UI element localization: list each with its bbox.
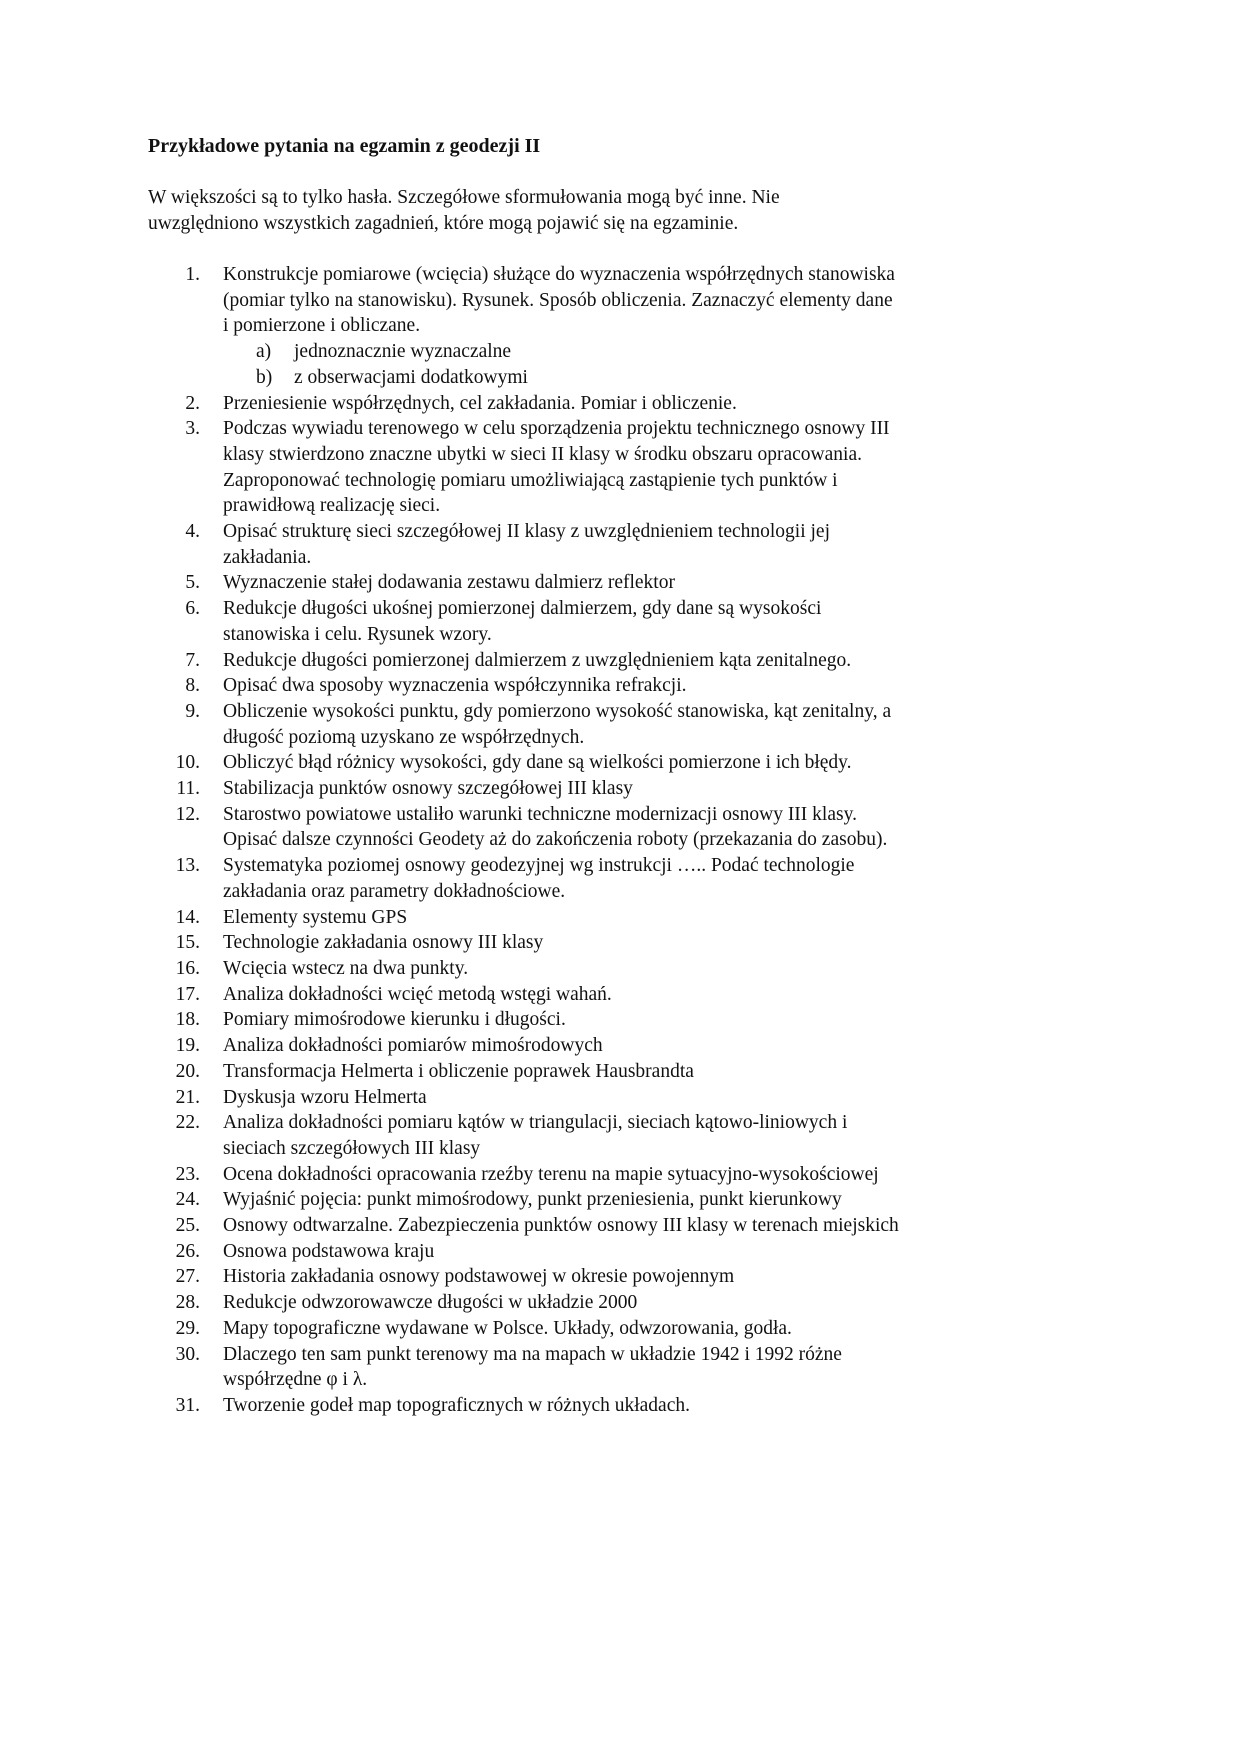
question-text bbox=[200, 853, 854, 904]
question-number: 20. bbox=[175, 1060, 200, 1082]
question-item bbox=[160, 1213, 899, 1239]
question-number: 3. bbox=[185, 418, 200, 440]
question-number: 28. bbox=[175, 1292, 200, 1314]
question-item bbox=[160, 596, 899, 647]
question-line: Zaproponować technologię pomiaru umożliwiającą zastąpienie tych punktów i bbox=[223, 469, 838, 491]
question-line: Elementy systemu GPS bbox=[223, 906, 408, 928]
question-line: Wyjaśnić pojęcia: punkt mimośrodowy, punkt przeniesienia, punkt kierunkowy bbox=[223, 1189, 842, 1211]
question-text bbox=[200, 776, 633, 802]
question-line: (pomiar tylko na stanowisku). Rysunek. Sposób obliczenia. Zaznaczyć elementy dane bbox=[223, 289, 893, 311]
question-line: Osnowa podstawowa kraju bbox=[223, 1240, 435, 1262]
question-number: 4. bbox=[185, 521, 200, 543]
question-line: klasy stwierdzono znaczne ubytki w sieci II klasy w środku obszaru opracowania. bbox=[223, 443, 862, 465]
question-line: Opisać strukturę sieci szczegółowej II klasy z uwzględnieniem technologii jej bbox=[223, 521, 831, 543]
question-item bbox=[160, 1290, 899, 1316]
question-item bbox=[160, 648, 899, 674]
question-line: Obliczenie wysokości punktu, gdy pomierzono wysokość stanowiska, kąt zenitalny, a bbox=[223, 700, 892, 722]
question-number: 30. bbox=[175, 1343, 200, 1365]
question-line: współrzędne φ i λ. bbox=[223, 1369, 368, 1391]
question-line: sieciach szczegółowych III klasy bbox=[223, 1137, 481, 1159]
question-line: i pomierzone i obliczane. bbox=[223, 315, 421, 337]
question-item bbox=[160, 391, 899, 417]
question-line: Przeniesienie współrzędnych, cel zakładania. Pomiar i obliczenie. bbox=[223, 392, 737, 414]
question-item bbox=[160, 1393, 899, 1419]
question-text bbox=[200, 1316, 792, 1342]
question-text bbox=[200, 1162, 879, 1188]
question-item bbox=[160, 416, 899, 519]
question-number: 18. bbox=[175, 1009, 200, 1031]
question-text bbox=[200, 1187, 842, 1213]
question-text bbox=[200, 1007, 566, 1033]
question-line: Redukcje długości ukośnej pomierzonej dalmierzem, gdy dane są wysokości bbox=[223, 598, 822, 620]
question-line: Technologie zakładania osnowy III klasy bbox=[223, 932, 544, 954]
question-item bbox=[160, 1059, 899, 1085]
question-item bbox=[160, 1316, 899, 1342]
question-line: Tworzenie godeł map topograficznych w różnych układach. bbox=[223, 1394, 690, 1416]
question-line: Opisać dalsze czynności Geodety aż do zakończenia roboty (przekazania do zasobu). bbox=[223, 829, 888, 851]
question-text bbox=[200, 596, 821, 647]
question-item bbox=[160, 262, 899, 339]
question-text bbox=[200, 519, 830, 570]
question-text bbox=[200, 1085, 427, 1111]
question-text bbox=[200, 1213, 899, 1239]
question-item bbox=[160, 673, 899, 699]
question-text bbox=[200, 802, 887, 853]
sub-item bbox=[160, 339, 899, 365]
question-text bbox=[200, 1264, 734, 1290]
question-number: 11. bbox=[176, 778, 200, 800]
question-number: 13. bbox=[175, 855, 200, 877]
question-item bbox=[160, 776, 899, 802]
question-number: 29. bbox=[175, 1317, 200, 1339]
question-number: 22. bbox=[175, 1112, 200, 1134]
question-item bbox=[160, 1007, 899, 1033]
question-line: prawidłową realizację sieci. bbox=[223, 495, 441, 517]
question-number: 21. bbox=[175, 1086, 200, 1108]
question-number: 12. bbox=[175, 803, 200, 825]
question-line: Dlaczego ten sam punkt terenowy ma na mapach w układzie 1942 i 1992 różne bbox=[223, 1343, 842, 1365]
question-item bbox=[160, 570, 899, 596]
question-item bbox=[160, 802, 899, 853]
question-number: 15. bbox=[175, 932, 200, 954]
question-text bbox=[200, 391, 737, 417]
question-text bbox=[200, 416, 890, 519]
question-number: 7. bbox=[185, 649, 200, 671]
question-text bbox=[200, 982, 612, 1008]
sub-item-text: z obserwacjami dodatkowymi bbox=[294, 366, 528, 388]
question-number: 14. bbox=[175, 906, 200, 928]
question-item bbox=[160, 930, 899, 956]
question-item bbox=[160, 1239, 899, 1265]
question-text bbox=[200, 1033, 603, 1059]
question-item bbox=[160, 982, 899, 1008]
question-line: Historia zakładania osnowy podstawowej w okresie powojennym bbox=[223, 1266, 735, 1288]
question-item bbox=[160, 956, 899, 982]
question-line: Transformacja Helmerta i obliczenie poprawek Hausbrandta bbox=[223, 1060, 694, 1082]
question-line: długość poziomą uzyskano ze współrzędnych. bbox=[223, 726, 585, 748]
question-line: stanowiska i celu. Rysunek wzory. bbox=[223, 623, 492, 645]
question-text bbox=[200, 1239, 434, 1265]
question-line: Starostwo powiatowe ustaliło warunki techniczne modernizacji osnowy III klasy. bbox=[223, 803, 857, 825]
question-item bbox=[160, 750, 899, 776]
question-line: Osnowy odtwarzalne. Zabezpieczenia punktów osnowy III klasy w terenach miejskich bbox=[223, 1215, 899, 1237]
question-line: zakładania. bbox=[223, 546, 312, 568]
question-item bbox=[160, 1187, 899, 1213]
question-text bbox=[200, 673, 687, 699]
question-line: Systematyka poziomej osnowy geodezyjnej wg instrukcji ….. Podać technologie bbox=[223, 855, 855, 877]
question-text bbox=[200, 1290, 637, 1316]
question-number: 16. bbox=[175, 957, 200, 979]
question-item bbox=[160, 1264, 899, 1290]
question-item bbox=[160, 699, 899, 750]
question-text bbox=[200, 905, 407, 931]
question-text bbox=[200, 1059, 694, 1085]
question-line: Redukcje długości pomierzonej dalmierzem z uwzględnieniem kąta zenitalnego. bbox=[223, 649, 852, 671]
question-number: 10. bbox=[175, 752, 200, 774]
question-number: 2. bbox=[185, 392, 200, 414]
question-number: 5. bbox=[185, 572, 200, 594]
question-item bbox=[160, 1085, 899, 1111]
question-number: 8. bbox=[185, 675, 200, 697]
question-line: Analiza dokładności pomiaru kątów w triangulacji, sieciach kątowo-liniowych i bbox=[223, 1112, 848, 1134]
question-line: Wyznaczenie stałej dodawania zestawu dalmierz reflektor bbox=[223, 572, 675, 594]
question-line: Ocena dokładności opracowania rzeźby terenu na mapie sytuacyjno-wysokościowej bbox=[223, 1163, 879, 1185]
question-item bbox=[160, 1162, 899, 1188]
question-text bbox=[200, 956, 468, 982]
question-text bbox=[200, 1393, 690, 1419]
question-line: Mapy topograficzne wydawane w Polsce. Układy, odwzorowania, godła. bbox=[223, 1317, 792, 1339]
question-item bbox=[160, 1110, 899, 1161]
question-line: Podczas wywiadu terenowego w celu sporządzenia projektu technicznego osnowy III bbox=[223, 418, 890, 440]
document-title: Przykładowe pytania na egzamin z geodezji II bbox=[148, 135, 541, 157]
sub-item-label: a) bbox=[256, 341, 272, 363]
question-text bbox=[200, 570, 675, 596]
question-number: 9. bbox=[185, 700, 200, 722]
question-line: Analiza dokładności pomiarów mimośrodowych bbox=[223, 1035, 603, 1057]
intro-line: uwzględniono wszystkich zagadnień, które mogą pojawić się na egzaminie. bbox=[148, 213, 739, 234]
question-text bbox=[200, 262, 895, 339]
question-item bbox=[160, 905, 899, 931]
question-number: 24. bbox=[175, 1189, 200, 1211]
question-line: Analiza dokładności wcięć metodą wstęgi wahań. bbox=[223, 983, 612, 1005]
question-line: Stabilizacja punktów osnowy szczegółowej III klasy bbox=[223, 778, 633, 800]
question-number: 27. bbox=[175, 1266, 200, 1288]
question-line: Konstrukcje pomiarowe (wcięcia) służące do wyznaczenia współrzędnych stanowiska bbox=[223, 264, 895, 285]
question-number: 6. bbox=[185, 598, 200, 620]
question-number: 23. bbox=[175, 1163, 200, 1185]
question-line: Redukcje odwzorowawcze długości w układzie 2000 bbox=[223, 1292, 638, 1314]
question-item bbox=[160, 1033, 899, 1059]
question-text bbox=[200, 1342, 842, 1393]
question-number: 1. bbox=[185, 264, 200, 285]
question-text bbox=[200, 699, 891, 750]
question-list bbox=[160, 262, 899, 1419]
question-number: 31. bbox=[175, 1394, 200, 1416]
question-line: Obliczyć błąd różnicy wysokości, gdy dane są wielkości pomierzone i ich błędy. bbox=[223, 752, 852, 774]
question-item bbox=[160, 1342, 899, 1393]
question-line: Opisać dwa sposoby wyznaczenia współczynnika refrakcji. bbox=[223, 675, 687, 697]
intro-line: W większości są to tylko hasła. Szczegółowe sformułowania mogą być inne. Nie bbox=[148, 187, 780, 208]
question-line: Pomiary mimośrodowe kierunku i długości. bbox=[223, 1009, 566, 1031]
question-number: 25. bbox=[175, 1215, 200, 1237]
question-number: 19. bbox=[175, 1035, 200, 1057]
question-item bbox=[160, 853, 899, 904]
question-item bbox=[160, 519, 899, 570]
sub-item bbox=[160, 365, 899, 391]
sub-item-label: b) bbox=[256, 366, 273, 388]
question-text bbox=[200, 930, 543, 956]
question-number: 26. bbox=[175, 1240, 200, 1262]
question-text bbox=[200, 648, 851, 674]
question-text bbox=[200, 750, 852, 776]
question-line: Wcięcia wstecz na dwa punkty. bbox=[223, 957, 469, 979]
question-text bbox=[200, 1110, 847, 1161]
intro-paragraph bbox=[148, 185, 780, 237]
question-number: 17. bbox=[175, 983, 200, 1005]
question-line: Dyskusja wzoru Helmerta bbox=[223, 1086, 427, 1108]
sub-item-text: jednoznacznie wyznaczalne bbox=[294, 341, 512, 363]
question-line: zakładania oraz parametry dokładnościowe. bbox=[223, 880, 566, 902]
